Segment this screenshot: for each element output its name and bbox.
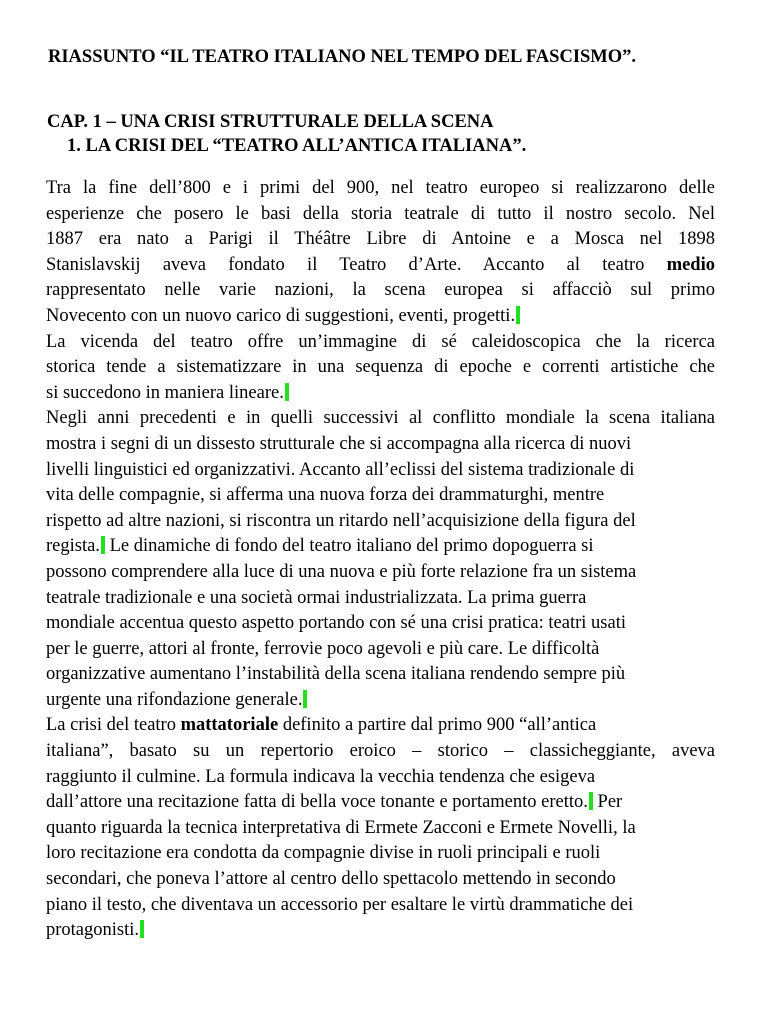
text-line: secondari, che poneva l’attore al centro dello spettacolo mettendo in secondo <box>46 869 616 890</box>
text-line: italiana”, basato su un repertorio eroico – storico – classicheggiante, aveva <box>46 741 715 762</box>
text-line: livelli linguistici ed organizzativi. Accanto all’eclissi del sistema tradizionale di <box>46 459 635 480</box>
text-line: possono comprendere alla luce di una nuova e più forte relazione fra un sistema <box>46 561 637 582</box>
text-line: Stanislavskij aveva fondato il Teatro d’Arte. Accanto al teatro medio <box>46 254 715 275</box>
text-line: mostra i segni di un dissesto strutturale che si accompagna alla ricerca di nuovi <box>46 433 632 454</box>
paragraph <box>46 176 715 330</box>
body-text <box>46 176 715 944</box>
paragraph <box>46 713 715 943</box>
section-title: 1. LA CRISI DEL “TEATRO ALL’ANTICA ITALIANA”. <box>67 136 527 156</box>
text-line: loro recitazione era condotta da compagnie divise in ruoli principali e ruoli <box>46 843 601 864</box>
bold-term: medio <box>666 254 715 275</box>
text-line: rappresentato nelle varie nazioni, la scena europea si affacciò sul primo <box>46 280 715 301</box>
text-line: regista. Le dinamiche di fondo del teatro italiano del primo dopoguerra si <box>46 536 594 557</box>
chapter-title: CAP. 1 – UNA CRISI STRUTTURALE DELLA SCENA <box>47 112 494 132</box>
paragraph <box>46 330 715 407</box>
highlight-mark <box>516 306 520 324</box>
text-line: Novecento con un nuovo carico di suggestioni, eventi, progetti. <box>46 304 715 330</box>
highlight-mark <box>140 920 144 938</box>
text-line: La vicenda del teatro offre un’immagine di sé caleidoscopica che la ricerca <box>46 331 715 352</box>
text-line: 1887 era nato a Parigi il Théâtre Libre di Antoine e a Mosca nel 1898 <box>46 229 715 250</box>
text-line: vita delle compagnie, si afferma una nuova forza dei drammaturghi, mentre <box>46 485 605 506</box>
text-line: Negli anni precedenti e in quelli successivi al conflitto mondiale la scena italiana <box>46 408 715 429</box>
text-line: raggiunto il culmine. La formula indicava la vecchia tendenza che esigeva <box>46 766 596 787</box>
text-line: storica tende a sistematizzare in una sequenza di epoche e correnti artistiche che <box>46 357 715 378</box>
paragraph <box>46 406 715 713</box>
text-line: urgente una rifondazione generale. <box>46 688 715 714</box>
text-line: mondiale accentua questo aspetto portando con sé una crisi pratica: teatri usati <box>46 613 626 634</box>
highlight-mark <box>303 690 307 708</box>
text-line: rispetto ad altre nazioni, si riscontra un ritardo nell’acquisizione della figura del <box>46 510 636 531</box>
document-title: RIASSUNTO “IL TEATRO ITALIANO NEL TEMPO DEL FASCISMO”. <box>48 47 637 67</box>
text-line: dall’attore una recitazione fatta di bella voce tonante e portamento eretto. Per <box>46 792 623 813</box>
text-line: La crisi del teatro mattatoriale definito a partire dal primo 900 “all’antica <box>46 715 597 736</box>
text-line: si succedono in maniera lineare. <box>46 381 715 407</box>
highlight-mark <box>285 383 289 401</box>
text-line: protagonisti. <box>46 918 715 944</box>
text-line: organizzative aumentano l’instabilità della scena italiana rendendo sempre più <box>46 664 626 685</box>
chapter-heading <box>47 110 727 158</box>
bold-term: mattatoriale <box>180 715 279 736</box>
text-line: esperienze che posero le basi della storia teatrale di tutto il nostro secolo. Nel <box>46 203 715 224</box>
text-line: Tra la fine dell’800 e i primi del 900, nel teatro europeo si realizzarono delle <box>46 178 715 198</box>
text-line: per le guerre, attori al fronte, ferrovie poco agevoli e più care. Le difficoltà <box>46 638 600 659</box>
text-line: piano il testo, che diventava un accessorio per esaltare le virtù drammatiche dei <box>46 894 634 915</box>
text-line: teatrale tradizionale e una società ormai industrializzata. La prima guerra <box>46 587 587 608</box>
text-line: quanto riguarda la tecnica interpretativa di Ermete Zacconi e Ermete Novelli, la <box>46 817 636 838</box>
